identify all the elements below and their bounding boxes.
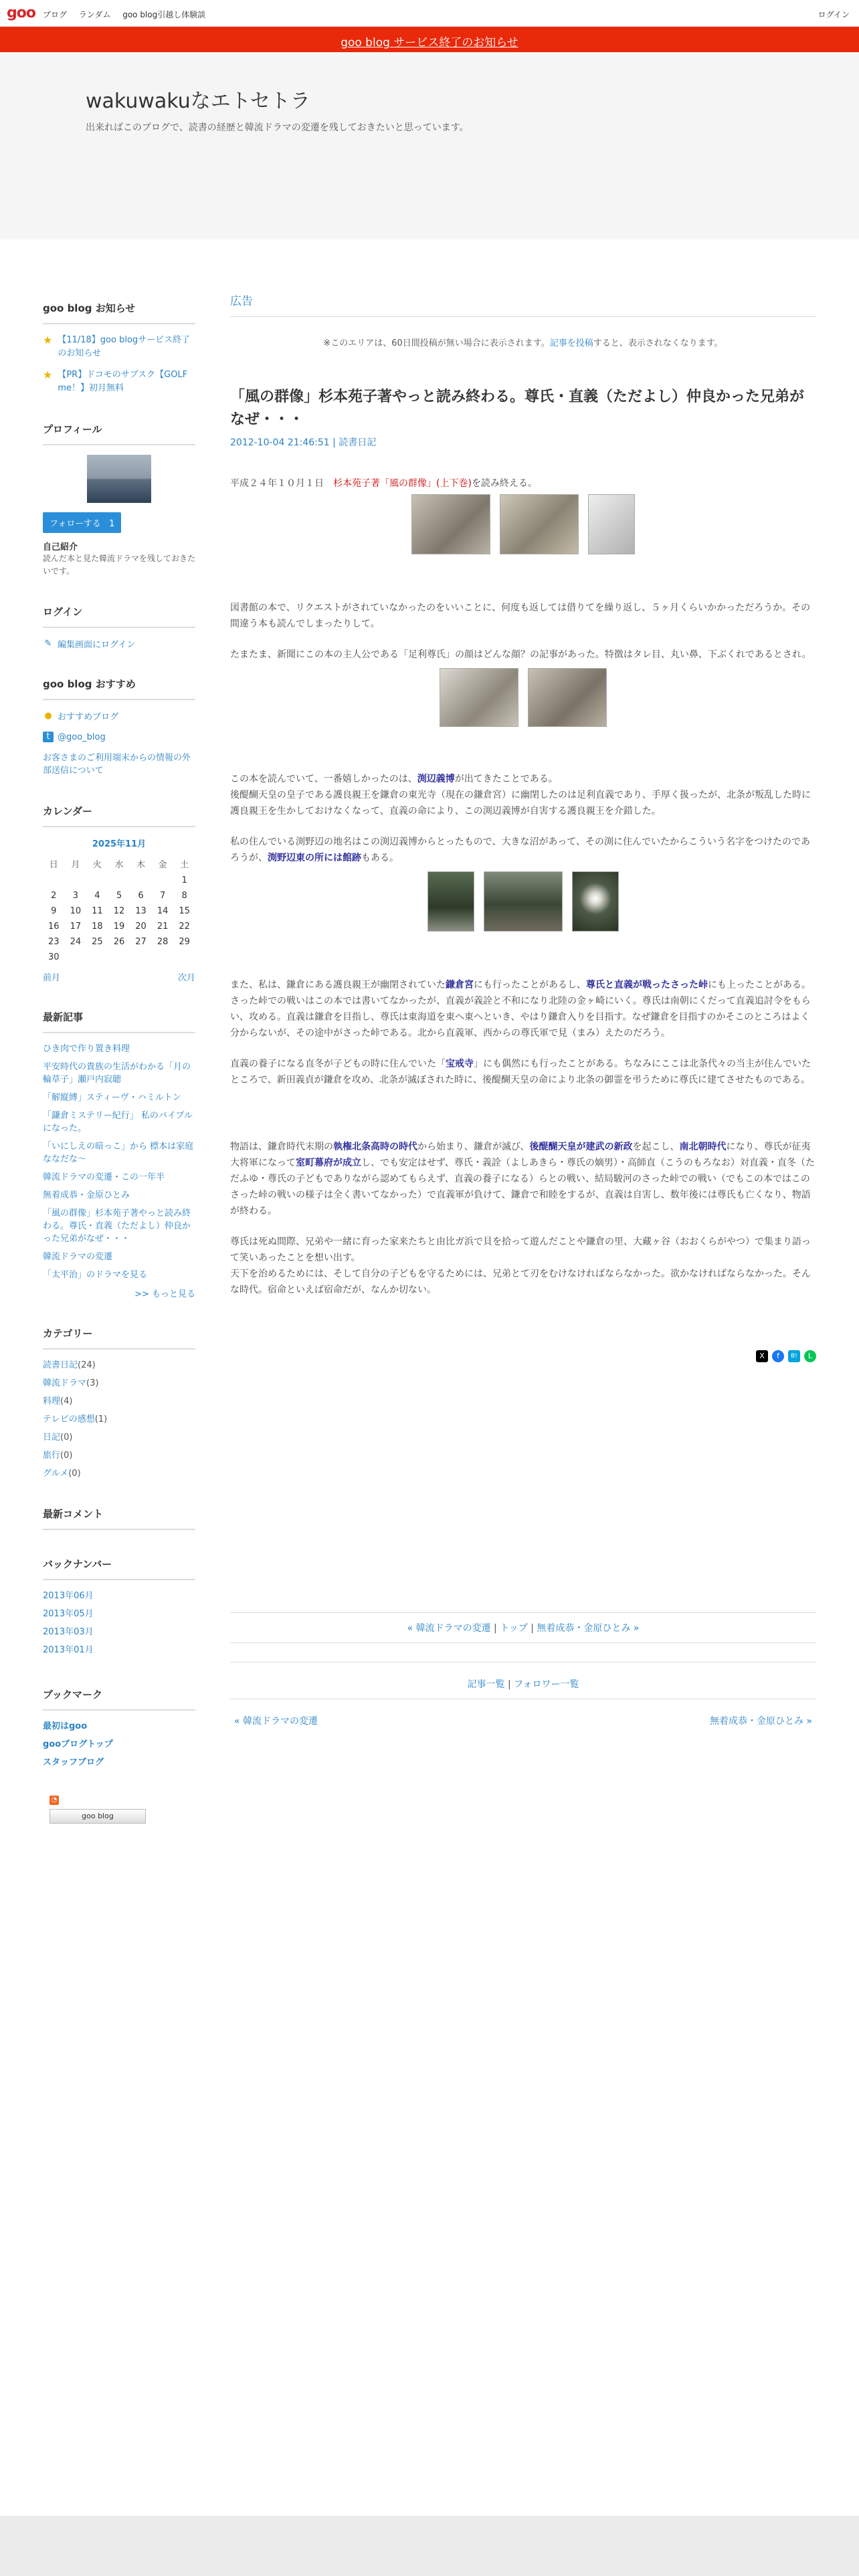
category-count: (24) [78, 1360, 96, 1370]
calendar-day: 2 [51, 891, 57, 901]
post-nav [230, 1621, 816, 1634]
main-content [230, 292, 816, 1727]
calendar-day: 27 [135, 937, 147, 947]
follow-count: 1 [109, 519, 115, 529]
calendar-week [43, 950, 195, 965]
calendar-day: 6 [138, 891, 144, 901]
calendar-day: 11 [92, 906, 103, 916]
post-paragraph: 天下を治めるためには、そして自分の子どもを守るためには、兄弟とて刃をむけなければならなかった。欲かなければならなかった。そんな時代。宿命といえば宿命だが、なんか切ない。 [230, 1269, 811, 1295]
calendar-day [86, 950, 108, 965]
notice-link[interactable]: 【11/18】goo blogサービス終了のお知らせ [58, 335, 191, 358]
post-paragraph: 図書館の本で、リクエストがされていなかったのをいいことに、何度も返しては借りてを繰り返し、５ヶ月くらいかかっただろうか。その間違う本も読んでしまったりして。 [230, 603, 811, 629]
calendar-day: 5 [116, 891, 122, 901]
p7-mid: にも行ったことがあるし、 [474, 980, 586, 990]
p8-pre: 直義の養子になる直冬が子どもの時に住んでいた「 [230, 1059, 446, 1069]
calendar-day: 21 [157, 922, 169, 932]
service-end-banner [0, 27, 859, 52]
hatena-share-label: B! [791, 1353, 797, 1360]
post-paragraph [230, 977, 816, 1041]
ad-note [230, 336, 816, 348]
calendar-day: 30 [48, 952, 60, 962]
goo-blog-badge-label: goo blog [82, 1812, 114, 1820]
post-paragraph: 尊氏は死ぬ間際、兄弟や一緒に育った家来たちと由比ガ浜で貝を拾って遊んだことや鎌倉の里、大藏ヶ谷（おおくらがやつ）で集まり語って笑いあったことを想い出す。 [230, 1237, 811, 1263]
calendar-day: 8 [181, 891, 187, 901]
star-icon: ★ [43, 368, 53, 381]
calendar-day [173, 950, 195, 965]
calendar-week [43, 934, 195, 950]
line-share-icon[interactable] [804, 1350, 816, 1362]
category-link[interactable]: グルメ [43, 1469, 69, 1479]
hatena-share-icon[interactable] [788, 1350, 800, 1362]
site-photo[interactable] [427, 871, 474, 932]
calendar-day: 18 [92, 922, 103, 932]
category-link[interactable]: 韓流ドラマ [43, 1378, 87, 1388]
calendar-section [43, 794, 195, 983]
weekday: 金 [158, 860, 167, 870]
recent-post-link[interactable]: 「太平治」のドラマを見る [43, 1270, 148, 1280]
calendar-heading: カレンダー [43, 794, 195, 827]
notice-link[interactable]: 【PR】ドコモのサブスク【GOLF me！】初月無料 [58, 370, 188, 393]
category-section [43, 1317, 195, 1480]
profile-name: 自己紹介 [43, 542, 78, 552]
top-nav-migration[interactable]: goo blog引越し体験談 [122, 10, 206, 19]
mansion-site-link[interactable]: 渕野辺東の所には館跡 [268, 853, 361, 863]
post-paragraph: 後醍醐天皇の皇子である護良親王を鎌倉の東光寺（現在の鎌倉宮）に幽閉したのは足利直義であり、手厚く扱ったが、北条が叛乱した時に護良親王を生かしておけなくなって、直義の命により、この渕辺義博が自害する護良親王を介錯した。 [230, 790, 811, 817]
bookmark-heading: ブックマーク [43, 1678, 195, 1711]
category-count: (3) [86, 1378, 99, 1388]
bookmark-link[interactable]: gooブログトップ [43, 1739, 113, 1749]
calendar-day: 13 [135, 906, 147, 916]
twitter-row [43, 732, 195, 742]
book-photos [230, 494, 816, 554]
facebook-share-label: f [777, 1352, 779, 1360]
ad-note-pre: ※このエリアは、60日間投稿が無い場合に表示されます。 [323, 338, 550, 348]
weekday: 土 [180, 860, 189, 870]
category-count: (0) [68, 1469, 81, 1479]
list-nav-divider [230, 1662, 816, 1677]
calendar-day: 17 [70, 922, 82, 932]
category-count: (0) [60, 1432, 73, 1442]
lightbulb-icon: ● [44, 710, 52, 721]
external-info-link[interactable]: お客さまのご利用端末からの情報の外部送信について [43, 753, 191, 776]
p1-post: を読み終える。 [471, 478, 537, 489]
calendar-day: 24 [70, 937, 82, 947]
weekday: 火 [92, 860, 102, 870]
recent-post-link[interactable]: 「鎌倉ミステリー紀行」 私のバイブルになった。 [43, 1111, 193, 1134]
nav-divider [230, 1642, 816, 1643]
follow-label: フォローする [50, 519, 101, 529]
bottom-next-link[interactable]: 無着成恭・金原ひとみ » [709, 1716, 812, 1727]
top-nav-random[interactable]: ランダム [78, 10, 111, 19]
recommend-blog-link[interactable]: おすすめブログ [58, 712, 119, 722]
weekday: 木 [136, 860, 146, 870]
book-photo[interactable] [500, 494, 579, 554]
edit-login-link[interactable]: 編集画面にログイン [58, 640, 136, 650]
top-bar [0, 0, 859, 27]
calendar-week [43, 903, 195, 919]
kamakura-gu-link[interactable]: 鎌倉宮 [446, 980, 474, 990]
calendar-day: 3 [72, 891, 78, 901]
recent-posts-heading: 最新記事 [43, 1000, 195, 1033]
goo-notice-heading: goo blog お知らせ [43, 292, 195, 324]
calendar-next[interactable]: 次月 [177, 973, 195, 983]
recent-post-link[interactable]: 「風の群像」杉本苑子著やっと読み終わる。尊氏・直義（ただよし）仲良かった兄弟がなぜ・・・ [43, 1208, 191, 1244]
bookmark-link[interactable]: 最初はgoo [43, 1721, 88, 1731]
profile-text: 読んだ本と見た韓流ドラマを残しておきたいです。 [43, 554, 196, 576]
line-share-label: L [807, 1352, 813, 1360]
calendar-day [152, 873, 174, 888]
calendar-day: 29 [179, 937, 190, 947]
goo-notice-section [43, 292, 195, 395]
profile-image[interactable] [87, 455, 151, 503]
post-nav-divider [230, 1612, 816, 1621]
category-link[interactable]: 日記 [43, 1432, 61, 1442]
calendar-day: 20 [135, 922, 147, 932]
category-count: (1) [94, 1414, 108, 1424]
calendar-day [108, 950, 130, 965]
x-share-icon[interactable] [756, 1350, 768, 1362]
blog-header [0, 52, 859, 239]
backnumber-link[interactable]: 2013年01月 [43, 1645, 94, 1655]
p9-m2: を起こし、 [632, 1142, 680, 1152]
twitter-link[interactable]: @goo_blog [58, 732, 106, 742]
calendar-day [108, 873, 130, 888]
book-title-link[interactable]: 杉本苑子著「風の群像」(上下巻) [333, 478, 472, 489]
weekday: 月 [71, 860, 80, 870]
backnumber-link[interactable]: 2013年05月 [43, 1609, 94, 1619]
calendar-day [65, 950, 87, 965]
follow-button[interactable] [43, 512, 121, 533]
book-photo[interactable] [411, 494, 490, 554]
calendar-day: 7 [159, 891, 166, 901]
p7-pre: また、私は、鎌倉にある護良親王が幽閉されていた [230, 980, 446, 990]
calendar-day [130, 950, 152, 965]
post-paragraph [230, 1139, 816, 1219]
p4-post: が出てきたことである。 [454, 774, 558, 784]
blog-description: 出来ればこのブログで、読書の経歴と韓流ドラマの変遷を残しておきたいと思っています。 [86, 122, 469, 133]
nav-separator: | [527, 1623, 537, 1634]
category-link[interactable]: 料理 [43, 1396, 61, 1406]
nav-separator: | [504, 1679, 514, 1690]
site-photo[interactable] [572, 871, 619, 932]
portrait-photo[interactable] [528, 668, 607, 727]
kenmu-link[interactable]: 後醍醐天皇が建武の新政 [529, 1142, 633, 1152]
list-nav [230, 1677, 816, 1691]
top-nav [43, 9, 215, 20]
blog-title[interactable]: wakuwakuなエトセトラ [86, 90, 310, 113]
post-paragraph [230, 1056, 816, 1088]
portrait-photos [230, 668, 816, 727]
profile-section [43, 413, 195, 578]
calendar-day: 9 [51, 906, 57, 916]
login-link[interactable]: ログイン [818, 10, 850, 19]
p9-m1: から始まり、鎌倉が滅び、 [417, 1142, 530, 1152]
calendar-day [65, 873, 87, 888]
calendar-day: 16 [48, 922, 60, 932]
top-link[interactable]: トップ [500, 1623, 528, 1634]
comments-heading: 最新コメント [43, 1497, 195, 1530]
recent-post-link[interactable]: 「いにしえの暗っこ」から 標本は家庭ななだな〜 [43, 1142, 194, 1164]
calendar-day: 28 [157, 937, 169, 947]
follower-list-link[interactable]: フォロワー一覧 [514, 1679, 579, 1690]
post-meta: 2012-10-04 21:46:51 | 読書日記 [230, 437, 377, 448]
calendar-day: 25 [92, 937, 103, 947]
p9-m3: になり、尊氏が征夷大将軍になって [230, 1142, 811, 1168]
nanboku-link[interactable]: 南北朝時代 [679, 1142, 727, 1152]
calendar-day [86, 873, 108, 888]
muromachi-link[interactable]: 室町幕府が成立 [296, 1158, 361, 1168]
calendar-day: 23 [48, 937, 60, 947]
backnumber-link[interactable]: 2013年03月 [43, 1627, 94, 1637]
site-photos [230, 871, 816, 932]
calendar-day [152, 950, 174, 965]
weekday: 日 [49, 860, 58, 870]
login-section [43, 595, 195, 650]
satta-pass-link[interactable]: 尊氏と直義が戦ったさった峠 [586, 980, 708, 990]
bookmark-link[interactable]: スタッフブログ [43, 1757, 104, 1767]
portrait-photo[interactable] [440, 668, 518, 727]
calendar-day: 10 [70, 906, 82, 916]
profile-heading: プロフィール [43, 413, 195, 445]
notice-item [43, 334, 195, 360]
recent-posts-section [43, 1000, 195, 1299]
p8-post: 」にも偶然にも行ったことがある。ちなみにここは北条代々の当主が住んでいたところで、新田義貞が鎌倉を攻め、北条が滅ぼされた時に、後醍醐天皇の命により北条の御霊を弔うために尊氏に建てさせたものである。 [230, 1059, 811, 1085]
calendar-day: 22 [179, 922, 190, 932]
calendar-day: 26 [113, 937, 125, 947]
rss-area [43, 1796, 195, 1824]
goo-blog-badge[interactable] [50, 1809, 146, 1824]
next-post-link[interactable]: 無着成恭・金原ひとみ » [537, 1623, 640, 1634]
bookmark-section [43, 1678, 195, 1769]
post-title[interactable]: 「風の群像」杉本苑子著やっと読み終わる。尊氏・直義（ただよし）仲良かった兄弟がなぜ・・・ [230, 389, 805, 428]
calendar-day: 12 [113, 906, 125, 916]
comments-section [43, 1497, 195, 1530]
pencil-icon: ✎ [44, 638, 52, 649]
share-buttons [230, 1350, 816, 1362]
recent-post-link[interactable]: 韓流ドラマの変遷 [43, 1252, 113, 1262]
service-end-link[interactable]: goo blog サービス終了のお知らせ [341, 36, 518, 49]
calendar-day: 14 [157, 906, 169, 916]
hokaiji-link[interactable]: 宝戒寺 [446, 1059, 474, 1069]
footer [0, 2516, 859, 2576]
post-paragraph [230, 475, 816, 492]
p1-pre: 平成２４年１０月１日 [230, 478, 333, 489]
p6-post: もある。 [361, 853, 399, 863]
backnumber-section [43, 1547, 195, 1660]
top-nav-blog[interactable]: ブログ [43, 10, 68, 19]
prev-post-link[interactable]: « 韓流ドラマの変遷 [407, 1623, 491, 1634]
post-paragraph [230, 771, 816, 787]
category-link[interactable]: 旅行 [43, 1451, 61, 1461]
recent-post-link[interactable]: 無着成恭・金原ひとみ [43, 1190, 130, 1200]
fuchibe-link[interactable]: 渕辺義博 [417, 774, 455, 784]
calendar-month: 2025年11月 [92, 839, 147, 849]
p4-pre: この本を読んでいて、一番嬉しかったのは、 [230, 774, 417, 784]
x-share-label: X [759, 1352, 765, 1360]
twitter-icon: t [43, 732, 54, 742]
more-posts-link[interactable]: >> もっと見る [134, 1289, 195, 1299]
calendar-table [43, 855, 195, 965]
recommend-heading: goo blog おすすめ [43, 667, 195, 700]
bottom-post-nav [230, 1714, 816, 1727]
p7-post: にも上ったことがある。さった峠での戦いはこの本では書いてなかったが、直義が義詮と不和になり北陸の金ヶ崎にいく。尊氏は南朝にくだって直義追討令をもらい、攻める。直義は鎌倉を目指し、尊氏は東海道を東へ東へといき、やはり鎌倉入りを目指す。なぜ鎌倉を目指すのかそこのところはよく分からないが、その途中がさった峠である。北から直義軍、西からの尊氏軍で見（まみ）えたのだろう。 [230, 980, 811, 1039]
edit-login-row [43, 637, 195, 650]
calendar-day [43, 873, 65, 888]
book-photo[interactable] [588, 494, 635, 554]
category-count: (4) [60, 1396, 73, 1406]
post-list-link[interactable]: 記事一覧 [467, 1679, 505, 1690]
calendar-day: 4 [94, 891, 100, 901]
post-category[interactable]: 読書日記 [339, 437, 377, 448]
calendar-day: 15 [179, 906, 190, 916]
calendar-day: 1 [181, 875, 187, 885]
star-icon: ★ [43, 334, 53, 346]
calendar-day: 19 [113, 922, 125, 932]
calendar-nav [43, 970, 195, 983]
backnumber-list[interactable] [43, 1590, 195, 1660]
weekday: 水 [114, 860, 124, 870]
hojo-link[interactable]: 執権北条高時の時代 [333, 1142, 417, 1152]
recent-post-link[interactable]: 韓流ドラマの変遷・この一年半 [43, 1172, 165, 1182]
recent-post-link[interactable]: 平安時代の貴族の生活がわかる「月の輪草子」瀬戸内寂聴 [43, 1062, 191, 1085]
site-photo[interactable] [484, 871, 563, 932]
sidebar [43, 292, 195, 1824]
notice-item [43, 368, 195, 395]
goo-logo[interactable]: goo [7, 5, 35, 21]
p6-pre: 私の住んでいる渕野辺の地名はこの渕辺義博からとったもので、大きな沼があって、その渕に住んでいたからこういう名字をつけたのであろうが、 [230, 837, 811, 863]
calendar-week [43, 888, 195, 903]
post-paragraph [230, 834, 816, 866]
recommend-row [43, 710, 195, 722]
nav-separator: | [490, 1623, 500, 1634]
calendar-day [130, 873, 152, 888]
ad-note-post: すると、表示されなくなります。 [593, 338, 723, 348]
ad-heading: 広告 [230, 292, 816, 317]
calendar-week [43, 919, 195, 934]
backnumber-link[interactable]: 2013年06月 [43, 1591, 94, 1601]
post-datetime[interactable]: 2012-10-04 21:46:51 [230, 437, 330, 448]
recent-post-link[interactable]: ひき肉で作り置き料理 [43, 1044, 130, 1054]
calendar-prev[interactable]: 前月 [43, 973, 61, 983]
category-count: (0) [60, 1451, 73, 1461]
backnumber-heading: バックナンバー [43, 1547, 195, 1580]
p9-post: し、でも安定はせず、尊氏・義詮（よしあきら・尊氏の嫡男）・高師直（こうのもろなお）対直義・直冬（ただふゆ・尊氏の子どもでありながら認めてもらえず、直義の養子になる）らとの戦い、結局駿河のさった峠での戦い（でもこの本ではこのさった峠の戦いの様子は全く書いてなかった）で直義軍が負けて、鎌倉で和睦をするが、直義は自害し、数年後には尊氏も亡くなり、物語が終わる。 [230, 1158, 815, 1216]
category-link[interactable]: テレビの感想 [43, 1414, 95, 1424]
post-article-link[interactable]: 記事を投稿 [549, 338, 593, 348]
login-heading: ログイン [43, 595, 195, 628]
post-paragraph: たまたま、新聞にこの本の主人公である「足利尊氏」の顔はどんな顔？の記事があった。特徴はタレ目、丸い鼻、下ぶくれであるとされ。 [230, 649, 812, 660]
bottom-prev-link[interactable]: « 韓流ドラマの変遷 [234, 1716, 318, 1727]
calendar-week [43, 873, 195, 888]
recent-post-link[interactable]: 「解縦縛」スティーヴ・ハミルトン [43, 1093, 181, 1103]
category-link[interactable]: 読書日記 [43, 1360, 78, 1370]
p9-pre: 物語は、鎌倉時代末期の [230, 1142, 333, 1152]
recommend-section [43, 667, 195, 777]
facebook-share-icon[interactable] [772, 1350, 784, 1362]
rss-icon[interactable]: ◔ [50, 1796, 59, 1805]
category-heading: カテゴリー [43, 1317, 195, 1350]
